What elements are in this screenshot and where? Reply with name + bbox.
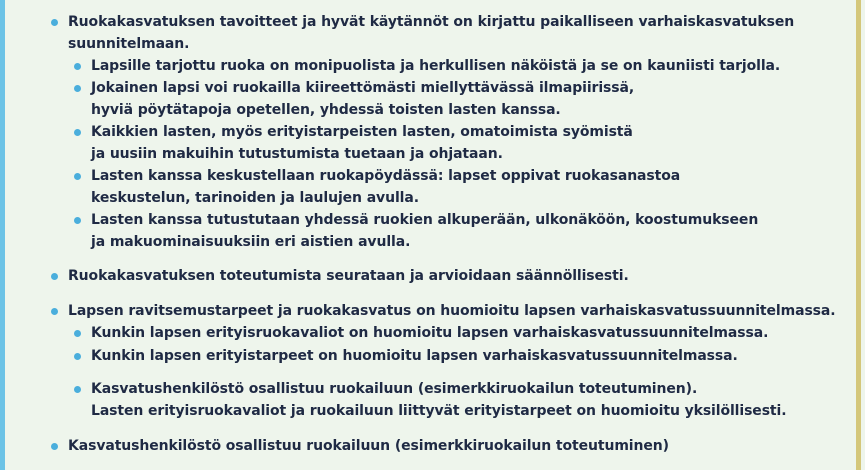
- sub-item-text-line: Jokainen lapsi voi ruokailla kiireettömästi miellyttävässä ilmapiirissä,: [91, 80, 635, 96]
- sub-list-item: [91, 345, 738, 367]
- list-item-text: Ruokakasvatuksen toteutumista seurataan ja arvioidaan säännöllisesti.: [68, 268, 629, 284]
- bullet-icon: [74, 173, 81, 180]
- sub-item-text-line: hyviä pöytätapoja opetellen, yhdessä toisten lasten kanssa.: [91, 102, 561, 118]
- sub-list-item: [91, 378, 786, 422]
- sub-item-text-line: Lasten erityisruokavaliot ja ruokailuun liittyvät erityistarpeet on huomioitu yksilöllisesti.: [91, 403, 787, 419]
- right-accent-border: [856, 0, 861, 470]
- bullet-icon: [74, 85, 81, 92]
- list-item-text: Kasvatushenkilöstö osallistuu ruokailuun (esimerkkiruokailun toteutuminen): [68, 438, 669, 454]
- sub-item-text-line: keskustelun, tarinoiden ja laulujen avulla.: [91, 190, 419, 206]
- bullet-icon: [74, 330, 81, 337]
- bullet-icon: [51, 19, 58, 26]
- list-item: [68, 435, 669, 457]
- list-item-text: Lapsen ravitsemustarpeet ja ruokakasvatus on huomioitu lapsen varhaiskasvatussuunnitelmassa.: [68, 303, 836, 319]
- sub-list-item: [91, 55, 780, 77]
- sub-item-text-line: Lasten kanssa tutustutaan yhdessä ruokien alkuperään, ulkonäköön, koostumukseen: [91, 212, 759, 228]
- sub-list-item: [91, 77, 634, 121]
- list-item: [68, 11, 794, 55]
- sub-list-item: [91, 209, 758, 253]
- sub-item-text: Lapsille tarjottu ruoka on monipuolista ja herkullisen näköistä ja se on kauniisti tarjolla.: [91, 58, 781, 74]
- sub-item-text-line: Kaikkien lasten, myös erityistarpeisten lasten, omatoimista syömistä: [91, 124, 633, 140]
- bullet-icon: [51, 273, 58, 280]
- sub-list-item: [91, 165, 680, 209]
- bullet-icon: [51, 308, 58, 315]
- sub-item-text: Kunkin lapsen erityisruokavaliot on huomioitu lapsen varhaiskasvatussuunnitelmassa.: [91, 325, 769, 341]
- sub-item-text-line: Lasten kanssa keskustellaan ruokapöydässä: lapset oppivat ruokasanastoa: [91, 168, 681, 184]
- list-item: [68, 265, 629, 287]
- bullet-icon: [74, 217, 81, 224]
- sub-list-item: [91, 121, 633, 165]
- sub-list-item: [91, 322, 768, 344]
- list-item-text-line: Ruokakasvatuksen tavoitteet ja hyvät käytännöt on kirjattu paikalliseen varhaiskasvatuksen: [68, 14, 795, 30]
- sub-item-text-line: ja makuominaisuuksiin eri aistien avulla.: [91, 234, 411, 250]
- list-item: [68, 300, 835, 322]
- bullet-icon: [74, 353, 81, 360]
- sub-item-text-line: ja uusiin makuihin tutustumista tuetaan ja ohjataan.: [91, 146, 503, 162]
- bullet-icon: [51, 443, 58, 450]
- sub-item-text: Kunkin lapsen erityistarpeet on huomioitu lapsen varhaiskasvatussuunnitelmassa.: [91, 348, 738, 364]
- bullet-icon: [74, 386, 81, 393]
- sub-item-text-line: Kasvatushenkilöstö osallistuu ruokailuun (esimerkkiruokailun toteutuminen).: [91, 381, 698, 397]
- list-item-text-line: suunnitelmaan.: [68, 36, 190, 52]
- bullet-icon: [74, 129, 81, 136]
- bullet-icon: [74, 63, 81, 70]
